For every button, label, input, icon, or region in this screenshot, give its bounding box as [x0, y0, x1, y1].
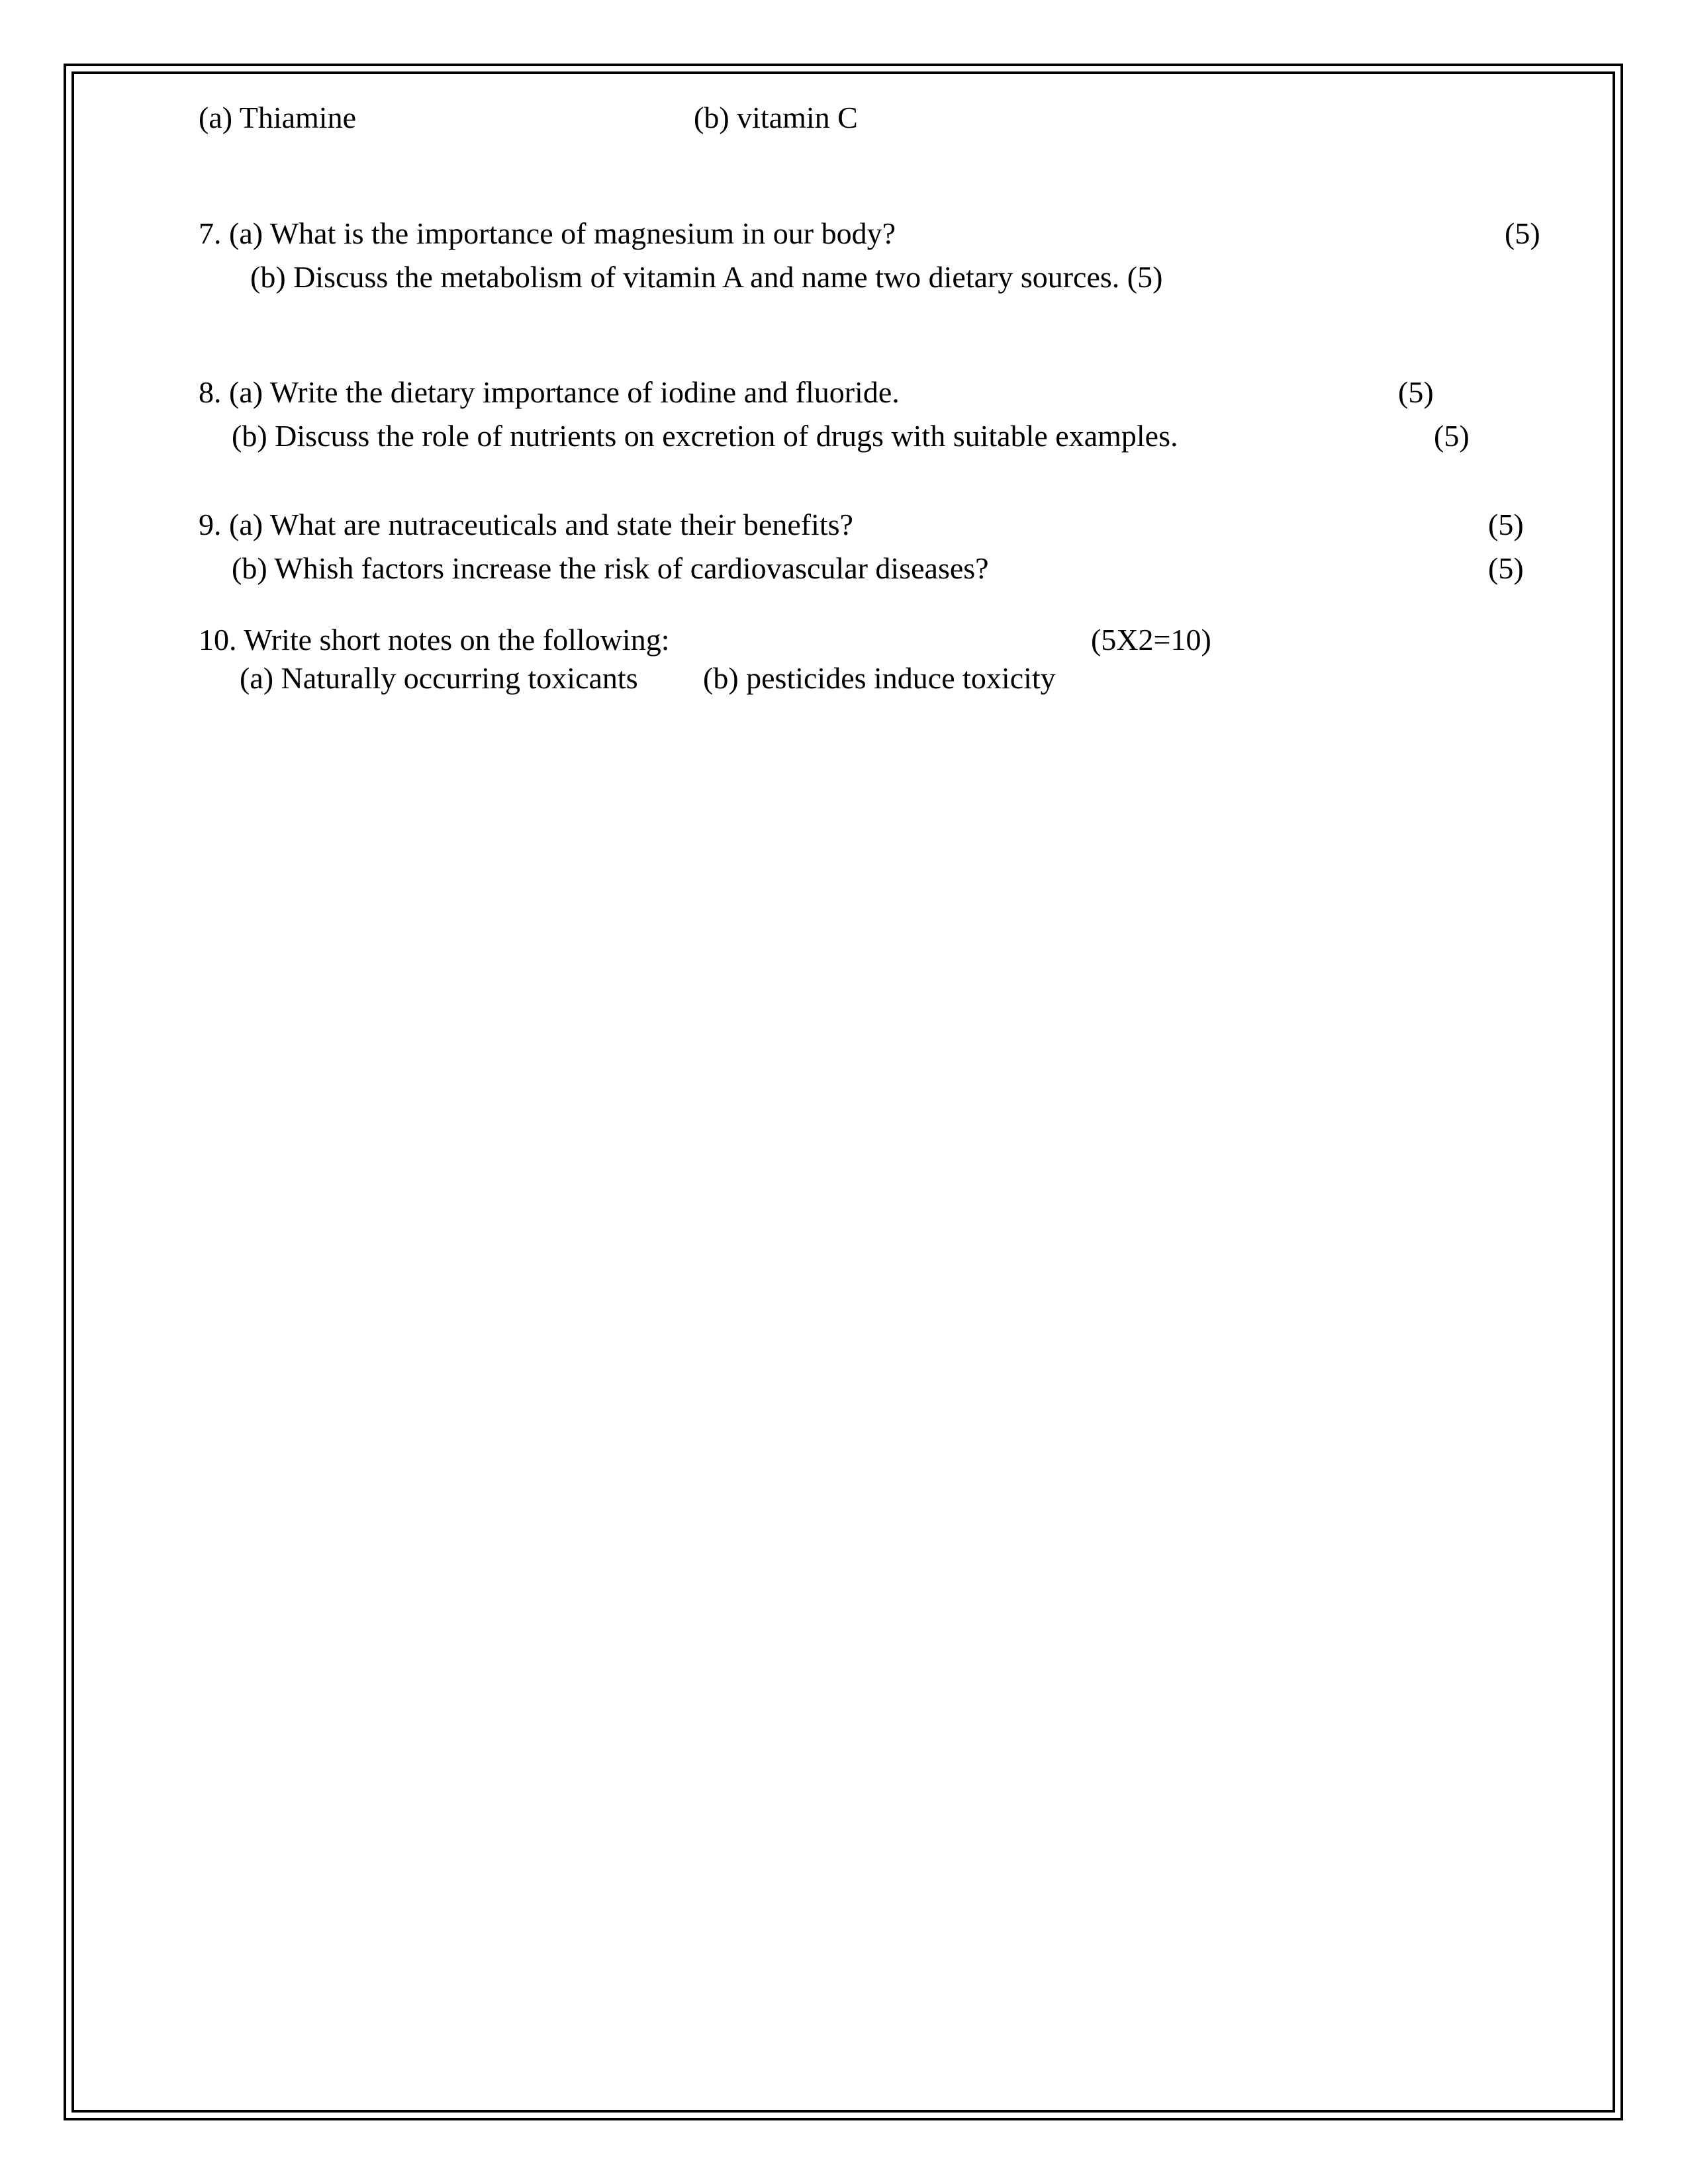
- q8a-question: 8. (a) Write the dietary importance of iodine and fluoride.: [199, 375, 900, 409]
- q10b-item: (b) pesticides induce toxicity: [703, 661, 1056, 695]
- q10-question: 10. Write short notes on the following:: [199, 623, 670, 657]
- q10a-item: (a) Naturally occurring toxicants: [240, 661, 638, 695]
- q7a-question: 7. (a) What is the importance of magnesium in our body?: [199, 216, 896, 250]
- q9a-question: 9. (a) What are nutraceuticals and state their benefits?: [199, 508, 853, 541]
- q9a-marks: (5): [1488, 508, 1524, 541]
- q10-marks: (5X2=10): [1091, 623, 1211, 657]
- q7b-question: (b) Discuss the metabolism of vitamin A and name two dietary sources. (5): [250, 260, 1163, 294]
- q8a-marks: (5): [1398, 375, 1434, 409]
- q6-option-b: (b) vitamin C: [694, 101, 858, 134]
- q8b-marks: (5): [1434, 419, 1470, 453]
- q9b-marks: (5): [1488, 551, 1524, 585]
- q6-option-a: (a) Thiamine: [199, 101, 356, 134]
- q7a-marks: (5): [1505, 216, 1540, 250]
- q9b-question: (b) Whish factors increase the risk of cardiovascular diseases?: [232, 551, 989, 585]
- q8b-question: (b) Discuss the role of nutrients on excretion of drugs with suitable examples.: [232, 419, 1178, 453]
